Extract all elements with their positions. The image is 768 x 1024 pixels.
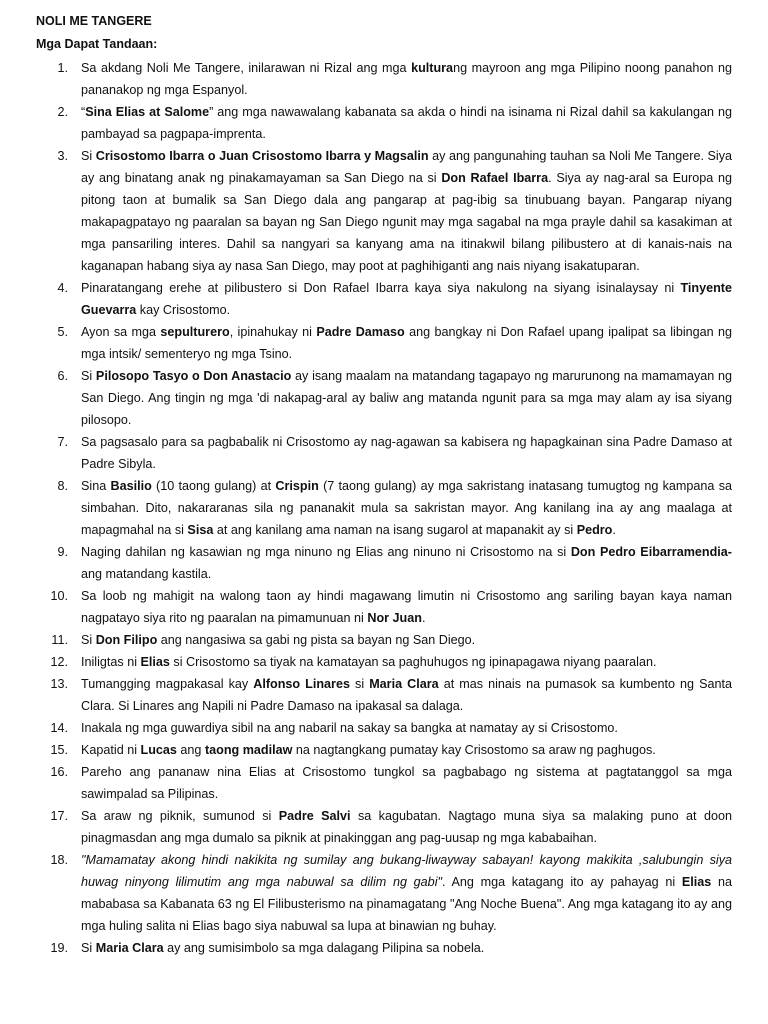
item-text: kay Crisostomo. — [136, 303, 231, 317]
bold-term: Maria Clara — [369, 677, 439, 691]
item-text: Sa akdang Noli Me Tangere, inilarawan ni Rizal ang mga — [81, 61, 412, 75]
list-item — [57, 145, 733, 277]
quote-text: "Mamamatay akong hindi nakikita ng sumilay ang bukang-liwayway sabayan! kayong makikita ,salubungin siya huwag ninyong lilimutim ang mga nabuwal sa dilim ng gabi" — [81, 853, 732, 889]
list-item — [50, 805, 732, 849]
list-item — [57, 277, 732, 321]
bold-term: Don Rafael Ibarra — [441, 171, 549, 185]
item-text: . Siya ay nag-aral sa Europa ng pitong taon at bumalik sa San Diego dala ang pangarap at pag-ibig sa tinubuang bayan. Pangarap niyang makapagpatayo ng paaralan sa bayan ng San Diego ngunit may mga sagabal na mga prayle dahil sa kasakiman at mga pansariling interes. Dahil sa nangyari sa kanyang ama na itinakwil bilang pilibustero at di kanais-nais na kaganapan habang siya ay nasa San Diego, may poot at paghihiganti ang nais niyang isakatuparan. — [81, 171, 733, 273]
list-item — [50, 717, 732, 739]
bold-term: Pedro — [576, 523, 613, 537]
list-item — [57, 57, 732, 101]
item-text: na mababasa sa Kabanata 63 ng El Filibusterismo na pinamagatang "Ang Noche Buena". Ang mga katagang ito ay ang mga huling salita ni Elias bago siya nabuwal sa lupa at binawian ng buhay. — [81, 875, 733, 933]
list-item — [57, 475, 732, 541]
item-text: Iniligtas ni — [81, 655, 141, 669]
item-text: ang bangkay ni Don Rafael upang ipalipat sa libingan ng mga intsik/ sementeryo ng mga Tsino. — [81, 325, 733, 361]
list-item-number: 2. — [57, 105, 68, 119]
list-item — [50, 761, 732, 805]
list-item-number: 19. — [50, 941, 68, 955]
item-text: Pareho ang pananaw nina Elias at Crisostomo tungkol sa pagbabago ng sistema at pagtatanggol sa mga sawimpalad sa Pilipinas. — [81, 765, 732, 801]
item-text: . — [612, 523, 616, 537]
item-text: Si — [81, 941, 96, 955]
list-item — [50, 849, 733, 937]
item-text: Pinaratangang erehe at pilibustero si Don Rafael Ibarra kaya siya nakulong na siyang isinalaysay ni — [81, 281, 681, 295]
item-text: . — [421, 611, 426, 625]
list-item — [50, 651, 732, 673]
item-text: si — [349, 677, 370, 691]
list-item-number: 5. — [57, 325, 68, 339]
list-item-number: 3. — [57, 149, 68, 163]
item-text: ang — [176, 743, 205, 757]
list-item — [57, 541, 732, 585]
item-text: Sa pagsasalo para sa pagbabalik ni Crisostomo ay nag-agawan sa kabisera ng hapagkainan sina Padre Damaso at Padre Sibyla. — [81, 435, 732, 471]
bold-term: Alfonso Linares — [253, 677, 350, 691]
item-text: Sina — [81, 479, 111, 493]
bold-term: kultura — [411, 61, 454, 75]
bold-term: Lucas — [140, 743, 177, 757]
list-item-number: 11. — [51, 633, 68, 647]
item-text: “ — [81, 105, 86, 119]
list-item — [50, 937, 732, 959]
bold-term: Padre Salvi — [278, 809, 351, 823]
bold-term: Don Pedro Eibarramendia- — [570, 545, 732, 559]
item-text: Inakala ng mga guwardiya sibil na ang nabaril na sakay sa bangka at namatay ay si Crisostomo. — [81, 721, 618, 735]
item-text: Naging dahilan ng kasawian ng mga ninuno ng Elias ang ninuno ni Crisostomo na si — [81, 545, 571, 559]
item-text: ay ang sumisimbolo sa mga dalagang Pilipina sa nobela. — [163, 941, 485, 955]
list-item — [57, 365, 732, 431]
list-item — [50, 585, 732, 629]
item-text: ng mayroon ang mga Pilipino noong panahon ng pananakop ng mga Espanyol. — [81, 61, 732, 97]
list-item-number: 18. — [50, 853, 68, 867]
bold-term: Basilio — [110, 479, 152, 493]
list-item — [50, 673, 733, 717]
bold-term: Crisostomo Ibarra o Juan Crisostomo Ibarra y Magsalin — [95, 149, 429, 163]
bold-term: Tinyente Guevarra — [81, 281, 732, 317]
bold-term: Don Filipo — [95, 633, 158, 647]
bold-term: Nor Juan — [367, 611, 422, 625]
item-text: (7 taong gulang) ay mga sakristang inatasang tumugtog ng kampana sa simbahan. Dito, nakararanas sila ng pananakit mula sa sakristan mayor. Ang kanilang ina ay ang maalaga at mapagmahal na si — [81, 479, 732, 537]
list-item-number: 12. — [50, 655, 68, 669]
item-text: at ang kanilang ama naman na isang sugarol at mapanakit ay si — [213, 523, 577, 537]
item-text: si Crisostomo sa tiyak na kamatayan sa paghuhugos ng ipinapagawa niyang paaralan. — [169, 655, 657, 669]
list-item-number: 17. — [50, 809, 68, 823]
document-subtitle: Mga Dapat Tandaan: — [36, 37, 158, 51]
item-text: sa kagubatan. Nagtago muna siya sa malaking puno at doon pinagmasdan ang mga dumalo sa piknik at pinakinggan ang pag-uusap ng mga kababaihan. — [81, 809, 732, 845]
item-text: ay isang maalam na matandang tagapayo ng marurunong na mamamayan ng San Diego. Ang tingin ng mga 'di nakapag-aral ay baliw ang matanda ngunit para sa mga may alam ay isa siyang pilosopo. — [81, 369, 732, 427]
bold-term: Sina Elias at Salome — [85, 105, 210, 119]
item-text: na nagtangkang pumatay kay Crisostomo sa araw ng paghugos. — [292, 743, 656, 757]
item-text: ” ang mga nawawalang kabanata sa akda o hindi na isinama ni Rizal dahil sa kakulangan ng pambayad sa pagpapa-imprenta. — [81, 105, 732, 141]
bold-term: Padre Damaso — [316, 325, 405, 339]
document-title: NOLI ME TANGERE — [36, 14, 152, 28]
list-item-number: 7. — [57, 435, 68, 449]
item-text: , ipinahukay ni — [229, 325, 317, 339]
item-text: Si — [81, 369, 96, 383]
list-item-number: 9. — [57, 545, 68, 559]
list-item-number: 6. — [57, 369, 68, 383]
list-item-number: 14. — [50, 721, 68, 735]
item-text: . Ang mga katagang ito ay pahayag ni — [441, 875, 682, 889]
item-text: Ayon sa mga — [81, 325, 161, 339]
item-text: Si — [81, 149, 96, 163]
list-item-number: 13. — [50, 677, 68, 691]
bold-term: Sisa — [187, 523, 214, 537]
list-item-number: 10. — [50, 589, 68, 603]
bold-term: Crispin — [275, 479, 319, 493]
list-item-number: 15. — [50, 743, 68, 757]
item-text: ay ang pangunahing tauhan sa Noli Me Tangere. Siya ay ang binatang anak ng pinakamayaman sa San Diego na si — [81, 149, 733, 185]
list-item — [50, 739, 732, 761]
item-text: ang matandang kastila. — [81, 567, 212, 581]
reminders-list — [36, 57, 732, 959]
list-item-number: 16. — [50, 765, 68, 779]
bold-term: taong madilaw — [204, 743, 293, 757]
item-text: Tumangging magpakasal kay — [81, 677, 254, 691]
item-text: at mas ninais na pumasok sa kumbento ng Santa Clara. Si Linares ang Napili ni Padre Damaso na ipakasal sa dalaga. — [81, 677, 733, 713]
item-text: Sa araw ng piknik, sumunod si — [81, 809, 279, 823]
list-item-number: 8. — [57, 479, 68, 493]
item-text: (10 taong gulang) at — [151, 479, 276, 493]
item-text: Si — [81, 633, 96, 647]
list-item-number: 4. — [57, 281, 68, 295]
item-text: ang nangasiwa sa gabi ng pista sa bayan ng San Diego. — [157, 633, 476, 647]
bold-term: Elias — [140, 655, 170, 669]
bold-term: Elias — [681, 875, 712, 889]
item-text: Sa loob ng mahigit na walong taon ay hindi magawang limutin ni Crisostomo ang sariling bayan kaya naman nagpatayo siya rito ng paaralan na pimamunuan ni — [81, 589, 732, 625]
bold-term: Maria Clara — [95, 941, 164, 955]
list-item — [57, 431, 732, 475]
list-item — [57, 321, 733, 365]
bold-term: Pilosopo Tasyo o Don Anastacio — [95, 369, 292, 383]
item-text: Kapatid ni — [81, 743, 141, 757]
list-item — [57, 101, 732, 145]
bold-term: sepulturero — [160, 325, 230, 339]
list-item — [51, 629, 732, 651]
list-item-number: 1. — [57, 61, 68, 75]
